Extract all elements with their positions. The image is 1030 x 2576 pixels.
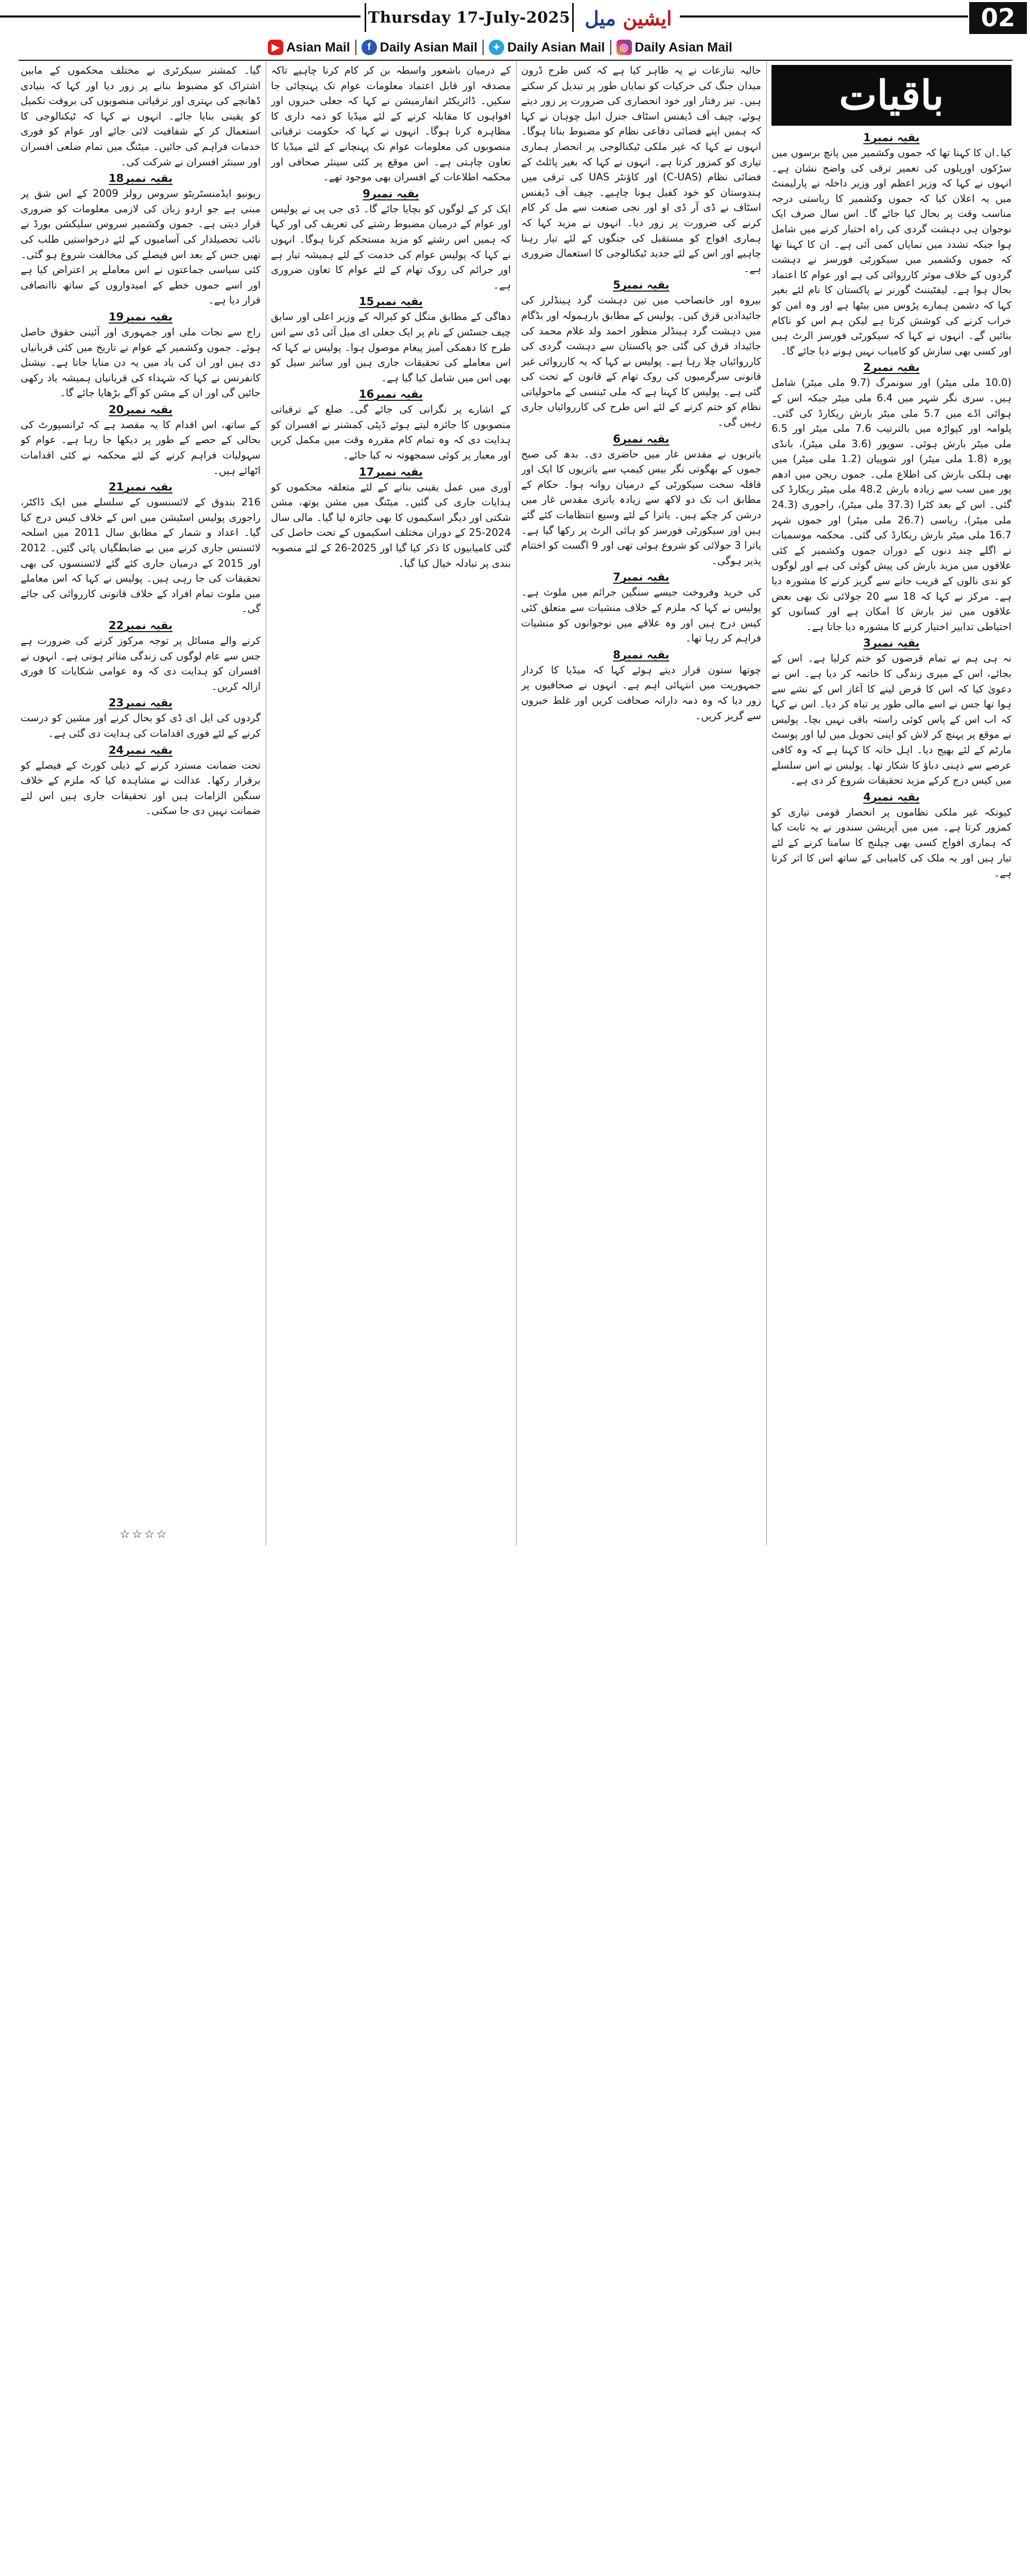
social-label: Daily Asian Mail (380, 40, 478, 55)
continuation-text: بیروہ اور خانصاحب میں تین دہشت گرد ہینڈلرز کی جائیدادیں قرق کیں۔ پولیس کے مطابق بارہمولہ اور بڈگام میں دہشت گرد ہینڈلر منظور احمد ولد غلام محمد کی جائیداد قرق کی گئی جو پاکستان سے دہشت گردی کی کارروائیاں چلا رہا ہے۔ پولیس نے کہا کہ یہ کارروائی غیر قانونی سرگرمیوں کی روک تھام کے قانون کے تحت کی گئی ہے۔ پولیس کا کہنا ہے کہ ملی ٹینسی کے ماحولیاتی نظام کو ختم کرنے کے لئے اس طرح کی کارروائیاں جاری رہیں گی۔ (521, 294, 761, 429)
print-registration-bar (0, 1550, 1030, 1565)
continuation-text: 216 بندوق کے لائسنسوں کے سلسلے میں ایک ڈاکٹر، راجوری پولیس اسٹیشن میں اس کے خلاف کیس درج کیا گیا۔ اعداد و شمار کے مطابق سال 2011 میں اسلحہ لائسنس جاری کرنے میں بے ضابطگیاں پائی گئیں۔ 2012 اور 2015 کے درمیان جاری کئے گئے لائسنسوں کی بھی تحقیقات کی جا رہی ہیں۔ پولیس نے کہا کہ اس معاملے میں ملوث تمام افراد کے خلاف قانونی کارروائی کی جائے گی۔ (21, 496, 261, 615)
social-youtube[interactable] (268, 40, 350, 55)
continuation-heading: بقیہ نمبر24 (108, 743, 173, 756)
continuation-text: (10.0 ملی میٹر) اور سونمرگ (9.7 ملی میٹر) شامل ہیں۔ سری نگر شہر میں 6.4 ملی میٹر جبکہ اس کے ہوائی اڈے میں 5.7 ملی میٹر بارش ریکارڈ کی گئی۔ پلوامہ اور کپواڑہ میں بالترتیب 7.6 ملی میٹر اور 6.5 ملی میٹر بارش ہوئی۔ سوپور (3.6 ملی میٹر)، بانڈی پورہ (1.8 ملی میٹر) اور شوپیان (1.2 ملی میٹر) میں بھی ہلکی بارش کی اطلاع ملی۔ جموں ریجن میں ادھم پور میں سب سے زیادہ بارش 48.2 ملی میٹر ریکارڈ کی گئی۔ اس کے بعد کٹرا (37.3 ملی میٹر)، راجوری (24.3 ملی میٹر)، ریاسی (26.7 ملی میٹر) اور جموں شہر 16.7 ملی میٹر بارش ریکارڈ کی گئی۔ محکمہ موسمیات نے اگلے چند دنوں کے دوران جموں وکشمیر کے کئی علاقوں میں مزید بارش کی پیش گوئی کی ہے اور لوگوں کو ندی نالوں کے قریب جانے سے گریز کرنے کا مشورہ دیا ہے۔ مرکز نے کہا کہ 18 سے 20 جولائی تک بھی بعض علاقوں میں تیز بارش کا امکان ہے اور کسانوں کو احتیاطی تدابیر اختیار کرنے کا مشورہ دیا جاتا ہے۔ (771, 377, 1011, 633)
social-label: Asian Mail (286, 40, 350, 55)
instagram-icon: ◎ (616, 40, 632, 55)
continuation-text: کیا۔ان کا کہنا تھا کہ جموں وکشمیر میں پانچ برسوں میں سڑکوں اورپلوں کی تعمیر ترقی کی واضح نشان ہے۔ انہوں نے کہا کہ وزیر اعظم اور وزیر داخلہ نے پارلیمنٹ میں یہ اعلان کیا کہ جموں وکشمیر کا ریاستی درجہ مناسب وقت پر بحال کیا جائے گا۔ اس سال صرف ایک نوجوان ہی دہشت گردی کی راہ اختیار کرنے میں شامل ہوا جبکہ تشدد میں نمایاں کمی آئی ہے۔ ان کا کہنا تھا کہ جموں وکشمیر میں سیکورٹی فورسز نے دہشت گردوں کے خلاف موثر کارروائی کی ہے اور عوام کا اعتماد بحال ہوا ہے۔ لیفٹیننٹ گورنر نے پاکستان کا نام لئے بغیر کہا کہ دشمن ہمارے پڑوس میں بیٹھا ہے اور وہ امن کو خراب کرنے کی کوشش کرتا ہے لیکن ہم اس کو ناکام بنائیں گے۔ انہوں نے کہا کہ سیکورٹی فورسز الرٹ ہیں اور کسی بھی سازش کو کامیاب نہیں ہونے دیا جائے گا۔ (771, 147, 1011, 357)
social-divider (355, 40, 356, 55)
continuation-text: کرنے والے مسائل پر توجہ مرکوز کرنے کی ضرورت ہے جس سے عام لوگوں کی زندگی متاثر ہوتی ہے۔ انہوں نے افسران کو ہدایت دی کہ وہ عوامی شکایات کا فوری ازالہ کریں۔ (21, 635, 261, 692)
continuation-heading: بقیہ نمبر16 (358, 388, 423, 401)
logo-red-text: ایشین (623, 6, 672, 30)
continuation-text: کی خرید وفروخت جیسے سنگین جرائم میں ملوث ہے۔ پولیس نے کہا کہ ملزم کے خلاف منشیات سے متعلق کئی کیس درج ہیں اور وہ علاقے میں نوجوانوں کو منشیات فراہم کر رہا تھا۔ (521, 586, 761, 645)
logo-blue-text: میل (585, 6, 616, 30)
continuation-text: یاتریوں نے مقدس غار میں حاضری دی۔ بدھ کی صبح جموں کے بھگوتی نگر بیس کیمپ سے یاتریوں کا ایک اور قافلہ سخت سیکورٹی کے درمیان روانہ ہوا۔ حکام کے مطابق اب تک دو لاکھ سے زیادہ یاتری مقدس غار میں درشن کر چکے ہیں۔ یاترا کے لئے وسیع انتظامات کئے گئے ہیں اور سیکورٹی فورسز کو ہائی الرٹ پر رکھا گیا ہے۔ یاترا 3 جولائی کو شروع ہوئی تھی اور 9 اگست کو اختتام پذیر ہوگی۔ (521, 448, 761, 567)
article-column-2 (521, 63, 761, 1543)
continuation-text: کے ساتھ، اس اقدام کا یہ مقصد ہے کہ ٹرانسپورٹ کی بحالی کے حصے کے طور پر دیکھا جا رہا ہے۔ عوام کو سہولیات فراہم کرنے کے لئے محکمہ نے کئی اقدامات اٹھائے ہیں۔ (21, 418, 261, 477)
end-stars: ☆☆☆☆ (119, 1528, 169, 1541)
social-divider (483, 40, 484, 55)
continuation-heading: بقیہ نمبر21 (108, 481, 173, 494)
continuation-heading: بقیہ نمبر15 (358, 295, 423, 308)
continuation-heading: بقیہ نمبر22 (108, 619, 173, 632)
continuation-heading: بقیہ نمبر17 (358, 465, 423, 478)
twitter-icon: ✦ (489, 40, 504, 55)
continuation-text: گردوں کی ایل ای ڈی کو بحال کرنے اور مشین کو درست کرنے کے لئے فوری اقدامات کی ہدایت دی گئی ہے۔ (21, 712, 261, 739)
continuation-heading: بقیہ نمبر1 (863, 131, 920, 144)
continuation-heading: بقیہ نمبر4 (863, 790, 920, 803)
column-divider (766, 62, 767, 1546)
column-divider (516, 62, 517, 1546)
continuation-text: حالیہ تنازعات نے یہ ظاہر کیا ہے کہ کس طرح ڈرون میدان جنگ کی حرکیات کو نمایاں طور پر تبدیل کر سکتے ہیں۔ تیز رفتار اور خود انحصاری کی ضرورت پر زور دیتے ہوئے، چیف آف ڈیفنس اسٹاف جنرل انیل چوہان نے کہا کہ ہمیں اپنے فضائی دفاعی نظام کو مضبوط بنانا ہوگا۔ انہوں نے کہا کہ غیر ملکی ٹیکنالوجی پر انحصار ہماری تیاری کو کمزور کرتا ہے۔ انہوں نے کہا کہ بغیر پائلٹ کے فضائی نظام (C-UAS) اور کاؤنٹر UAS کی ترقی میں ہندوستان کو خود کفیل ہونا چاہیے۔ چیف آف ڈیفنس اسٹاف نے ڈی آر ڈی او اور نجی صنعت سے مل کر کام کرنے کی ضرورت پر زور دیا۔ انہوں نے مزید کہا کہ ہماری افواج کو مستقبل کی جنگوں کے لئے تیار رہنا چاہیے اور اس کے لئے جدید ٹیکنالوجی کا استعمال ضروری ہے۔ (521, 64, 761, 275)
header-bottom-rule (19, 60, 1012, 61)
continuation-text: آوری میں عمل یقینی بنانے کے لئے متعلقہ محکموں کو ہدایات جاری کی گئیں۔ میٹنگ میں مشن یوتھ، مشن شکتی اور دیگر اسکیموں کا بھی جائزہ لیا گیا۔ مالی سال 2024-25 کے دوران مختلف اسکیموں کے تحت حاصل کی گئی کامیابیوں کا ذکر کیا گیا اور 2025-26 کے لئے منصوبہ بندی پر تبادلہ خیال کیا گیا۔ (271, 481, 511, 569)
social-divider (610, 40, 611, 55)
social-links-bar (268, 36, 732, 59)
section-banner-baqiyat: باقیات (771, 65, 1011, 126)
header-rule-left (0, 15, 360, 18)
youtube-icon: ▶ (268, 40, 283, 55)
continuation-text: نہ ہی ہم نے تمام قرضوں کو ختم کرلیا ہے۔ اس کے بجائے، اس کے میری زندگی کا خاتمہ کر دیا ہے۔ اس نے دعویٰ کیا کہ اس کا قرض لینے کا آغاز اس کے نشے سے ہوا تھا جس نے اسے مالی طور پر تباہ کر دیا۔ اس نے کہا کہ اب اس کے پاس کوئی راستہ باقی نہیں بچا۔ پولیس نے موقع پر پہنچ کر لاش کو اپنی تحویل میں لیا اور پوسٹ مارٹم کے لئے بھیج دیا۔ اہل خانہ کا کہنا ہے کہ وہ کافی عرصے سے ذہنی دباؤ کا شکار تھا۔ پولیس نے اس سلسلے میں کیس درج کرکے مزید تحقیقات شروع کر دی ہے۔ (771, 652, 1011, 787)
social-label: Daily Asian Mail (634, 40, 732, 55)
continuation-text: چوتھا ستون قرار دیتے ہوئے کہا کہ میڈیا کا کردار جمہوریت میں انتہائی اہم ہے۔ انہوں نے صحافیوں پر زور دیا کہ وہ ذمہ دارانہ صحافت کریں اور غلط خبروں سے گریز کریں۔ (521, 664, 761, 722)
continuation-text: کے درمیان باشعور واسطہ بن کر کام کرنا چاہیے تاکہ مصدقہ اور قابل اعتماد معلومات عوام تک پہنچائی جا سکیں۔ ڈائریکٹر انفارمیشن نے کہا کہ جعلی خبروں اور افواہوں کا مقابلہ کرنے کے لئے میڈیا کو ذمہ داری کا مظاہرہ کرنا ہوگا۔ انہوں نے کہا کہ حکومت ترقیاتی منصوبوں کی معلومات عوام تک پہنچانے کے لئے میڈیا کا تعاون چاہتی ہے۔ اس موقع پر کئی سینئر صحافی اور محکمہ اطلاعات کے افسران بھی موجود تھے۔ (271, 64, 511, 183)
header-rule-right (680, 15, 968, 18)
continuation-text: راج سے نجات ملی اور جمہوری اور آئینی حقوق حاصل ہوئے۔ جموں وکشمیر کے عوام نے تاریخ میں کئی قربانیاں دی ہیں اور ان کی یاد میں یہ دن منایا جاتا ہے۔ نیشنل کانفرنس نے کہا کہ شہداء کی قربانیاں ہمیشہ یاد رکھی جائیں گی اور ان کے مشن کو آگے بڑھایا جائے گا۔ (21, 326, 261, 399)
article-column-4 (21, 63, 261, 1543)
continuation-heading: بقیہ نمبر18 (108, 172, 173, 185)
page-number: 02 (969, 2, 1027, 34)
issue-date: Thursday 17-July-2025 (365, 3, 574, 32)
newspaper-logo[interactable] (587, 1, 670, 35)
continuation-heading: بقیہ نمبر5 (613, 279, 670, 292)
social-facebook[interactable] (362, 40, 477, 55)
continuation-heading: بقیہ نمبر8 (613, 648, 670, 661)
continuation-heading: بقیہ نمبر9 (363, 187, 419, 200)
continuation-text: ریونیو ایڈمنسٹریٹو سروس رولز 2009 کے اس شق پر مبنی ہے جو اردو زبان کی لازمی معلومات کو ضروری قرار دیتی ہے۔ جموں وکشمیر سروس سلیکشن بورڈ نے نائب تحصیلدار کی آسامیوں کے لئے درخواستیں طلب کی تھیں جس کے بعد اس فیصلے کی مخالفت شروع ہو گئی۔ کئی سیاسی جماعتوں نے اس معاملے پر اعتراض کیا ہے اور اسے جموں خطے کے امیدواروں کے ساتھ ناانصافی قرار دیا ہے۔ (21, 188, 261, 307)
social-twitter[interactable] (489, 40, 605, 55)
continuation-heading: بقیہ نمبر23 (108, 697, 173, 709)
continuation-heading: بقیہ نمبر20 (108, 403, 173, 416)
continuation-heading: بقیہ نمبر6 (613, 432, 670, 445)
continuation-text: دھاگی کے مطابق منگل کو کیرالہ کے وزیر اعلی اور سابق چیف جسٹس کے نام پر ایک جعلی ای میل آئی ڈی سے اس طرح کا دھمکی آمیز پیغام موصول ہوا۔ پولیس نے کہا کہ اس معاملے کی تحقیقات جاری ہیں اور سائبر سیل کو بھی اس میں شامل کیا گیا ہے۔ (271, 311, 511, 384)
article-column-1 (771, 129, 1011, 1543)
continuation-heading: بقیہ نمبر3 (863, 637, 920, 650)
continuation-text: کے اشارے پر نگرانی کی جائے گی۔ ضلع کے ترقیاتی منصوبوں کا جائزہ لیتے ہوئے ڈپٹی کمشنر نے افسران کو ہدایت دی کہ وہ تمام کام مقررہ وقت میں مکمل کریں اور معیار پر کوئی سمجھوتہ نہ کیا جائے۔ (271, 403, 511, 462)
continuation-heading: بقیہ نمبر7 (613, 571, 670, 584)
continuation-text: گیا۔ کمشنر سیکرٹری نے مختلف محکموں کے مابین اشتراک کو مضبوط بنانے پر زور دیا اور کہا کہ بنیادی ڈھانچے کی بہتری اور ترقیاتی منصوبوں کی بروقت تکمیل کو یقینی بنایا جائے۔ انہوں نے کہا کہ ٹیکنالوجی کا استعمال کر کے شفافیت لائی جائے اور عوام کو فوری خدمات فراہم کی جائیں۔ میٹنگ میں تمام ضلعی افسران اور سینئر افسران نے شرکت کی۔ (21, 64, 261, 168)
facebook-icon: f (362, 40, 377, 55)
social-instagram[interactable] (616, 40, 732, 55)
continuation-heading: بقیہ نمبر19 (108, 310, 173, 323)
continuation-heading: بقیہ نمبر2 (863, 361, 920, 374)
article-column-3 (271, 63, 511, 1543)
social-label: Daily Asian Mail (507, 40, 605, 55)
continuation-text: ایک کر کے لوگوں کو بچایا جائے گا۔ ڈی جی پی نے پولیس اور عوام کے درمیان مضبوط رشتے کی تعریف کی اور کہا کہ ہمیں اس رشتے کو مزید مستحکم کرنا ہوگا۔ انہوں نے کہا کہ پولیس عوام کی خدمت کے لئے ہمیشہ تیار ہے اور جرائم کی روک تھام کے لئے عوام کا تعاون ضروری ہے۔ (271, 202, 511, 291)
continuation-text: کیونکہ غیر ملکی نظاموں پر انحصار قومی تیاری کو کمزور کرتا ہے۔ میں میں آپریشن سندور نے یہ ثابت کیا کہ ہماری افواج کسی بھی چیلنج کا سامنا کرنے کے لئے تیار ہیں اور یہ ملک کی کامیابی کے ساتھ اس کا اثر کرتا ہے۔ (771, 806, 1011, 879)
continuation-text: تحت ضمانت مسترد کرنے کے ذیلی کورٹ کے فیصلے کو برقرار رکھا۔ عدالت نے مشاہدہ کیا کہ ملزم کے خلاف سنگین الزامات ہیں اور تحقیقات جاری ہیں اس لئے ضمانت نہیں دی جا سکتی۔ (21, 759, 261, 817)
masthead (0, 0, 1030, 37)
